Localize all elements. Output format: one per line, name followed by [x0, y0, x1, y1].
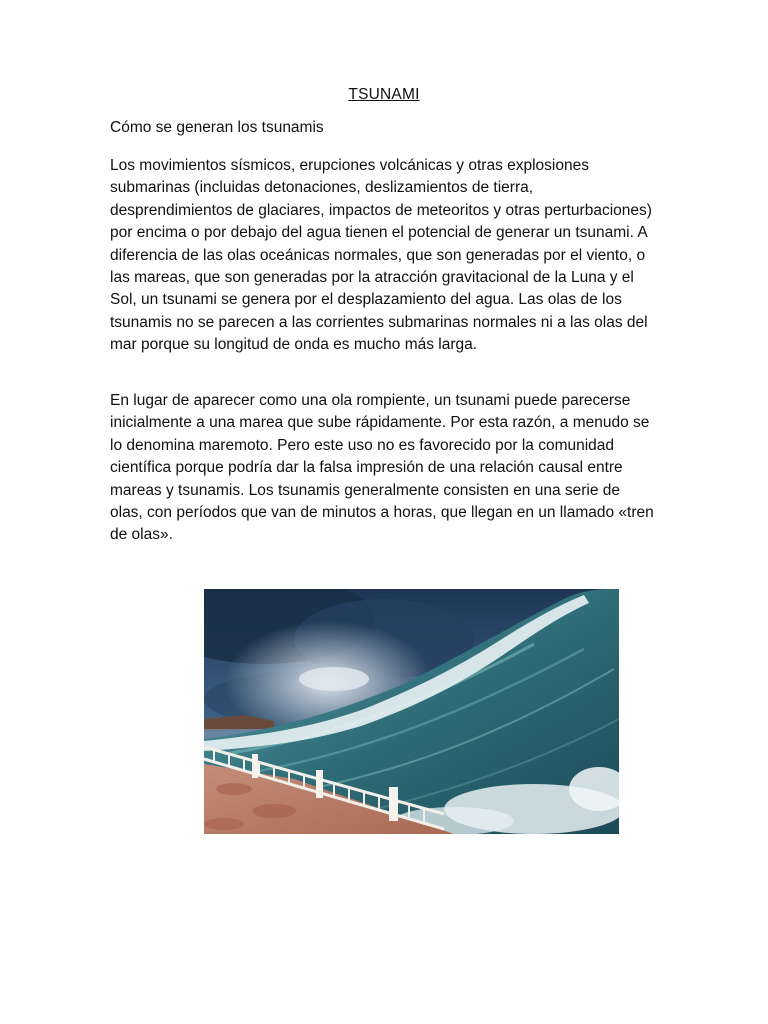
section-heading: Cómo se generan los tsunamis — [110, 119, 324, 136]
document-title: TSUNAMI — [348, 86, 420, 103]
tsunami-image — [204, 589, 619, 834]
tsunami-wave-illustration-icon — [204, 589, 619, 834]
paragraph-1: Los movimientos sísmicos, erupciones volcánicas y otras explosiones submarinas (incluidas detonaciones, deslizamientos de tierra, desprendimientos de glaciares, impactos de meteoritos y otras perturbaciones) por encima o por debajo del agua tienen el potencial de generar un tsunami. A diferencia de las olas oceánicas normales, que son generadas por el viento, o las mareas, que son generadas por la atracción gravitacional de la Luna y el Sol, un tsunami se genera por el desplazamiento del agua. Las olas de los tsunamis no se parecen a las corrientes submarinas normales ni a las olas del mar porque su longitud de onda es mucho más larga. — [110, 157, 652, 354]
paragraph-2: En lugar de aparecer como una ola rompiente, un tsunami puede parecerse inicialmente a una marea que sube rápidamente. Por esta razón, a menudo se lo denomina maremoto. Pero este uso no es favorecido por la comunidad científica porque podría dar la falsa impresión de una relación causal entre mareas y tsunamis. Los tsunamis generalmente consisten en una serie de olas, con períodos que van de minutos a horas, que llegan en un llamado «tren de olas». — [110, 392, 654, 544]
